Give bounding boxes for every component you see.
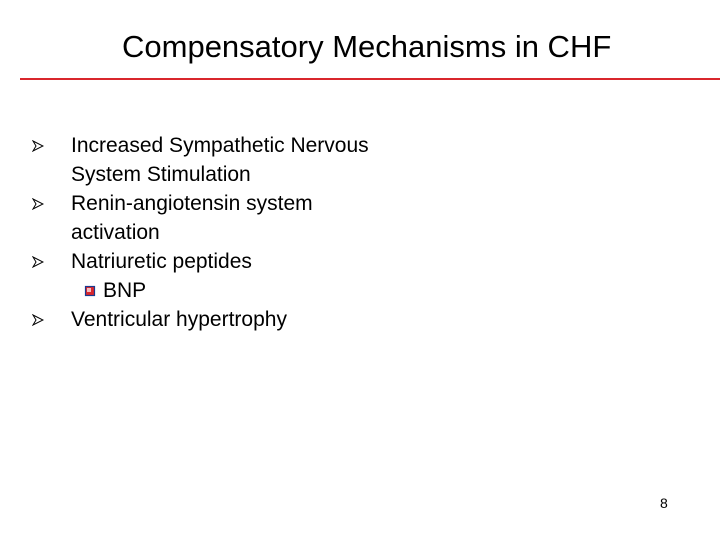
bullet-item	[0, 189, 400, 247]
bullet-text: Renin-angiotensin system activation	[71, 192, 313, 244]
title-divider	[20, 78, 720, 80]
bullet-list	[0, 131, 400, 334]
bullet-item	[0, 305, 400, 334]
bullet-item	[0, 247, 400, 305]
arrow-bullet-icon	[32, 314, 44, 326]
arrow-bullet-icon	[32, 198, 44, 210]
arrow-bullet-icon	[32, 140, 44, 152]
sub-bullet-item	[71, 276, 400, 305]
sub-bullet-text: BNP	[103, 279, 147, 302]
bullet-text: Increased Sympathetic Nervous System Stimulation	[71, 134, 369, 186]
bullet-item	[0, 131, 400, 189]
bullet-text: Ventricular hypertrophy	[71, 308, 287, 331]
square-bullet-icon	[84, 285, 96, 297]
sub-bullet-list	[71, 276, 400, 305]
page-number: 8	[660, 495, 668, 511]
slide-title: Compensatory Mechanisms in CHF	[122, 29, 612, 64]
arrow-bullet-icon	[32, 256, 44, 268]
bullet-text: Natriuretic peptides	[71, 250, 252, 273]
